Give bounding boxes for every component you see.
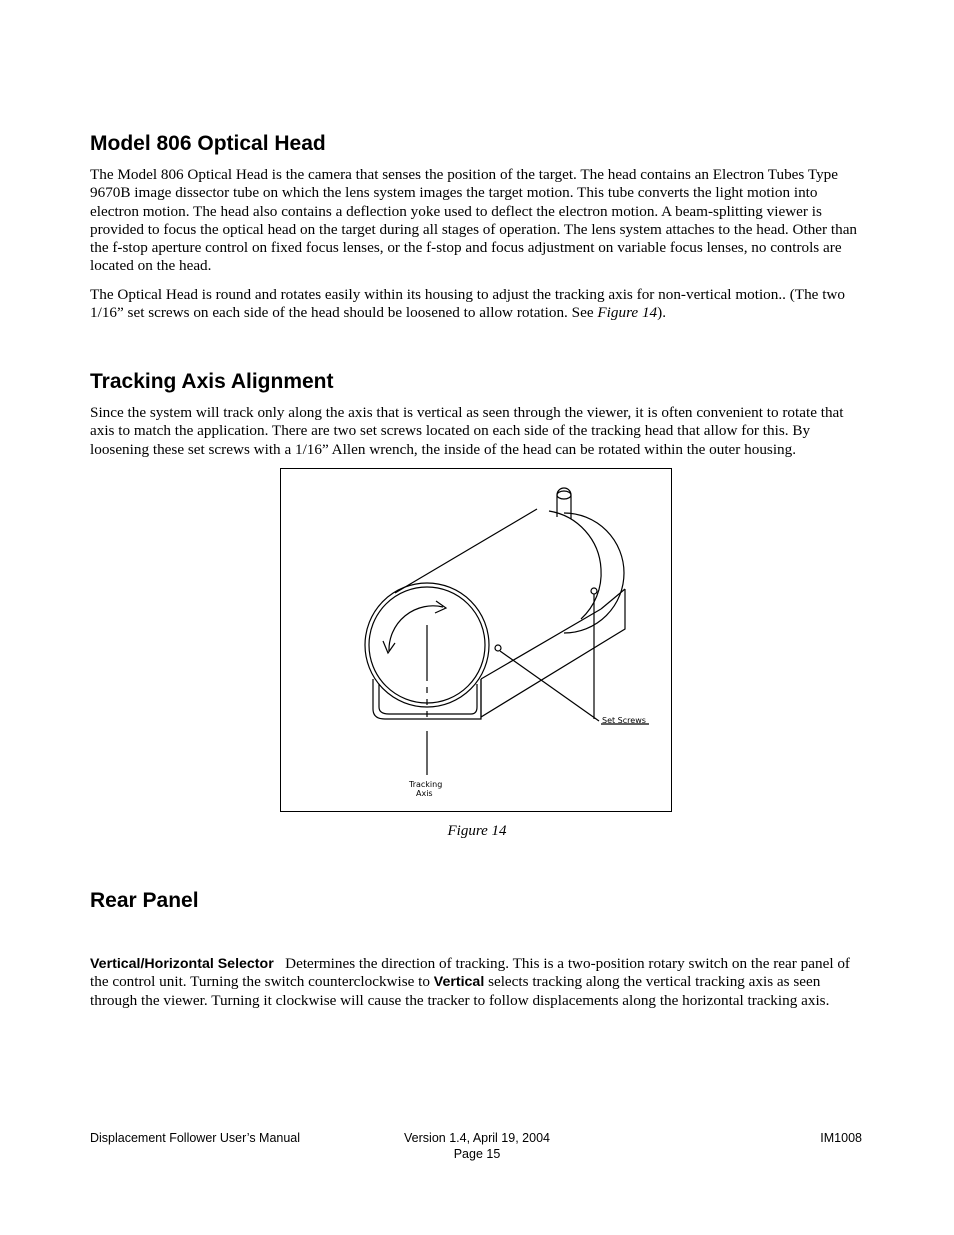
figure-caption: Figure 14	[447, 823, 507, 839]
heading-rear-panel: Rear Panel	[90, 889, 199, 912]
footer-version: Version 1.4, April 19, 2004	[404, 1131, 550, 1145]
footer-page-number: Page 15	[453, 1147, 501, 1161]
figure-reference-link[interactable]: Figure 14	[597, 304, 658, 322]
paragraph-tracking-axis: Since the system will track only along the axis that is vertical as seen through the viewer, it is often convenient to rotate that axis to match the application. There are two set screws located on each side of the tracking head that allow for this. By loosening these set screws with a 1/16” Allen wrench, the inside of the head can be rotated within the outer housing.	[90, 404, 844, 458]
top-knob-cap	[557, 491, 571, 499]
set-screw-front	[495, 645, 501, 651]
cylinder-bottom-edge	[481, 609, 601, 679]
footer-right: IM1008	[820, 1131, 862, 1145]
label-set-screws: Set Screws	[602, 716, 646, 725]
footer-center	[377, 1130, 577, 1162]
label-tracking: Tracking	[409, 780, 443, 789]
optical-head-illustration	[281, 469, 673, 813]
footer-left: Displacement Follower User’s Manual	[90, 1131, 301, 1145]
selector-description-part-a: Determines the direction of tracking. This is a two-position rotary switch on the rear panel of the control unit. Turning the switch counterclockwise to	[90, 955, 850, 991]
paragraph-rotation-end: ).	[657, 304, 667, 322]
paragraph-selector-description	[90, 955, 870, 1010]
cylinder-top-edge	[395, 509, 537, 593]
keyword-vertical: Vertical	[433, 974, 485, 991]
paragraph-optical-head-rotation	[90, 286, 870, 323]
heading-tracking-axis: Tracking Axis Alignment	[90, 370, 334, 393]
housing-top-edge	[601, 589, 625, 609]
figure-optical-head-drawing	[280, 468, 672, 812]
label-axis: Axis	[416, 789, 433, 798]
paragraph-rotation-text: The Optical Head is round and rotates easily within its housing to adjust the tracking axis for non-vertical motion.. (The two 1/16” set screws on each side of the head should be loosened to allow rotation. See	[90, 286, 845, 322]
paragraph-optical-head-description: The Model 806 Optical Head is the camera that senses the position of the target. The head contains an Electron Tubes Type 9670B image dissector tube on which the lens system images the target motion. This tube converts the light motion into electron motion. The head also contains a deflection yoke used to deflect the electron motion. A beam-splitting viewer is provided to focus the optical head on the target during all stages of operation. The lens system attaches to the head. Other than the f-stop aperture control on fixed focus lenses, or the f-stop and focus adjustment on variable focus lenses, no controls are located on the head.	[90, 166, 858, 275]
set-screw-back	[591, 588, 597, 594]
heading-optical-head: Model 806 Optical Head	[90, 132, 326, 155]
term-vertical-horizontal-selector: Vertical/Horizontal Selector	[90, 956, 274, 972]
housing-front-inner	[379, 684, 477, 714]
cylinder-back-rim	[549, 511, 601, 619]
set-screw-leader-front	[500, 651, 599, 721]
selector-description-part-b: selects tracking along the vertical tracking axis as seen through the viewer. Turning it clockwise will cause the tracker to follow displacements along the horizontal tracking axis.	[90, 973, 830, 1009]
